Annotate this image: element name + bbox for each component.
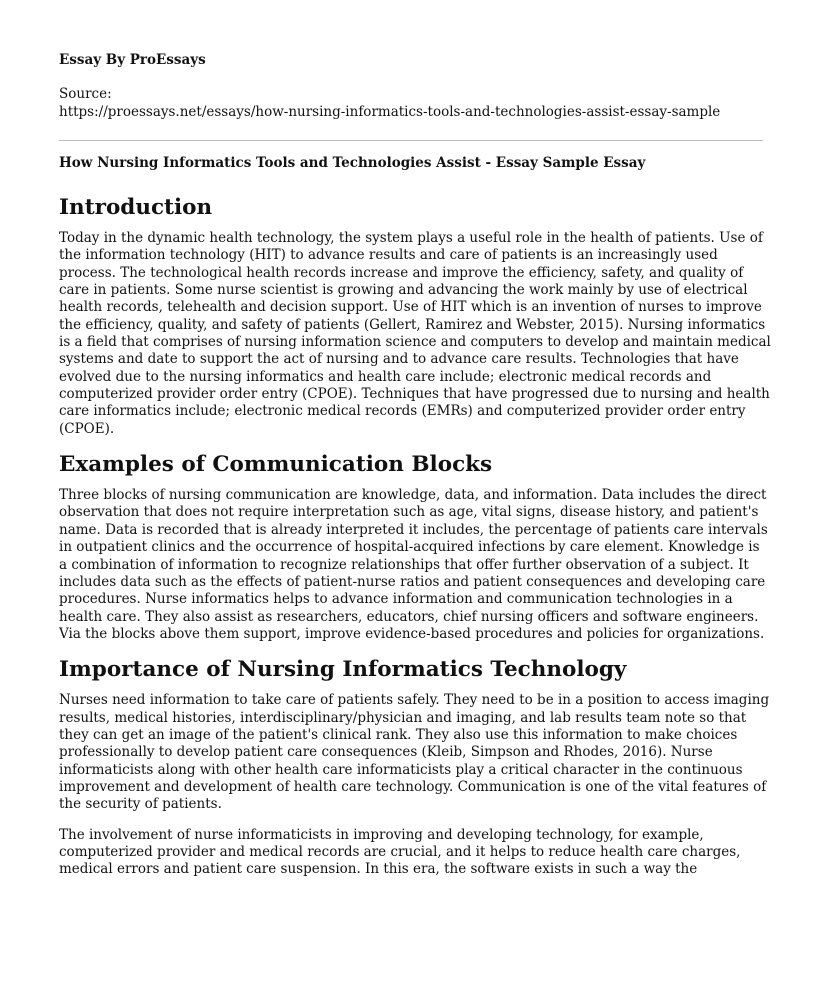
section-heading: Importance of Nursing Informatics Technology (59, 657, 627, 683)
paragraph: Three blocks of nursing communication are knowledge, data, and information. Data includes the direct observation that does not require interpretation such as age, vital signs, disease history, and patient's name. Data is recorded that is already interpreted it includes, the percentage of patients care intervals in outpatient clinics and the occurrence of hospital-acquired infections by care element. Knowledge is a combination of information to recognize relationships that offer further observation of a subject. It includes data such as the effects of patient-nurse ratios and patient consequences and developing care procedures. Nurse informatics helps to advance information and communication technologies in a health care. They also assist as researchers, educators, chief nursing officers and software engineers. Via the blocks above them support, improve evidence-based procedures and policies for organizations. (59, 487, 768, 642)
source-label: Source: (59, 86, 112, 102)
byline: Essay By ProEssays (59, 52, 206, 68)
source-block (59, 85, 771, 121)
divider (59, 140, 763, 141)
paragraph: Today in the dynamic health technology, the system plays a useful role in the health of patients. Use of the information technology (HIT) to advance results and care of patients is an increasingly used process. The technological health records increase and improve the efficiency, safety, and quality of care in patients. Some nurse scientist is growing and advancing the work mainly by use of electrical health records, telehealth and decision support. Use of HIT which is an invention of nurses to improve the efficiency, quality, and safety of patients (Gellert, Ramirez and Webster, 2015). Nursing informatics is a field that comprises of nursing information science and computers to develop and maintain medical systems and date to support the act of nursing and to advance care results. Technologies that have evolved due to the nursing informatics and health care include; electronic medical records and computerized provider order entry (CPOE). Techniques that have progressed due to nursing and health care informatics include; electronic medical records (EMRs) and computerized provider order entry (CPOE). (59, 230, 771, 437)
section-introduction (59, 194, 771, 438)
paragraph: Nurses need information to take care of patients safely. They need to be in a position to access imaging results, medical histories, interdisciplinary/physician and imaging, and lab results team note so that they can get an image of the patient's clinical rank. They also use this information to make choices professionally to develop patient care consequences (Kleib, Simpson and Rhodes, 2016). Nurse informaticists along with other health care informaticists play a critical character in the continuous improvement and development of health care technology. Communication is one of the vital features of the security of patients. (59, 692, 770, 813)
document-page (59, 50, 771, 892)
essay-title: How Nursing Informatics Tools and Technologies Assist - Essay Sample Essay (59, 155, 646, 171)
section-heading: Introduction (59, 195, 213, 220)
section-heading: Examples of Communication Blocks (59, 452, 493, 478)
section-communication-blocks (59, 451, 771, 643)
paragraph: The involvement of nurse informaticists in improving and developing technology, for example, computerized provider and medical records are crucial, and it helps to reduce health care charges, medical errors and patient care suspension. In this era, the software exists in such a way the (59, 826, 741, 878)
source-url: https://proessays.net/essays/how-nursing-informatics-tools-and-technologies-assist-essay-sample (59, 104, 721, 120)
section-importance (59, 656, 771, 878)
